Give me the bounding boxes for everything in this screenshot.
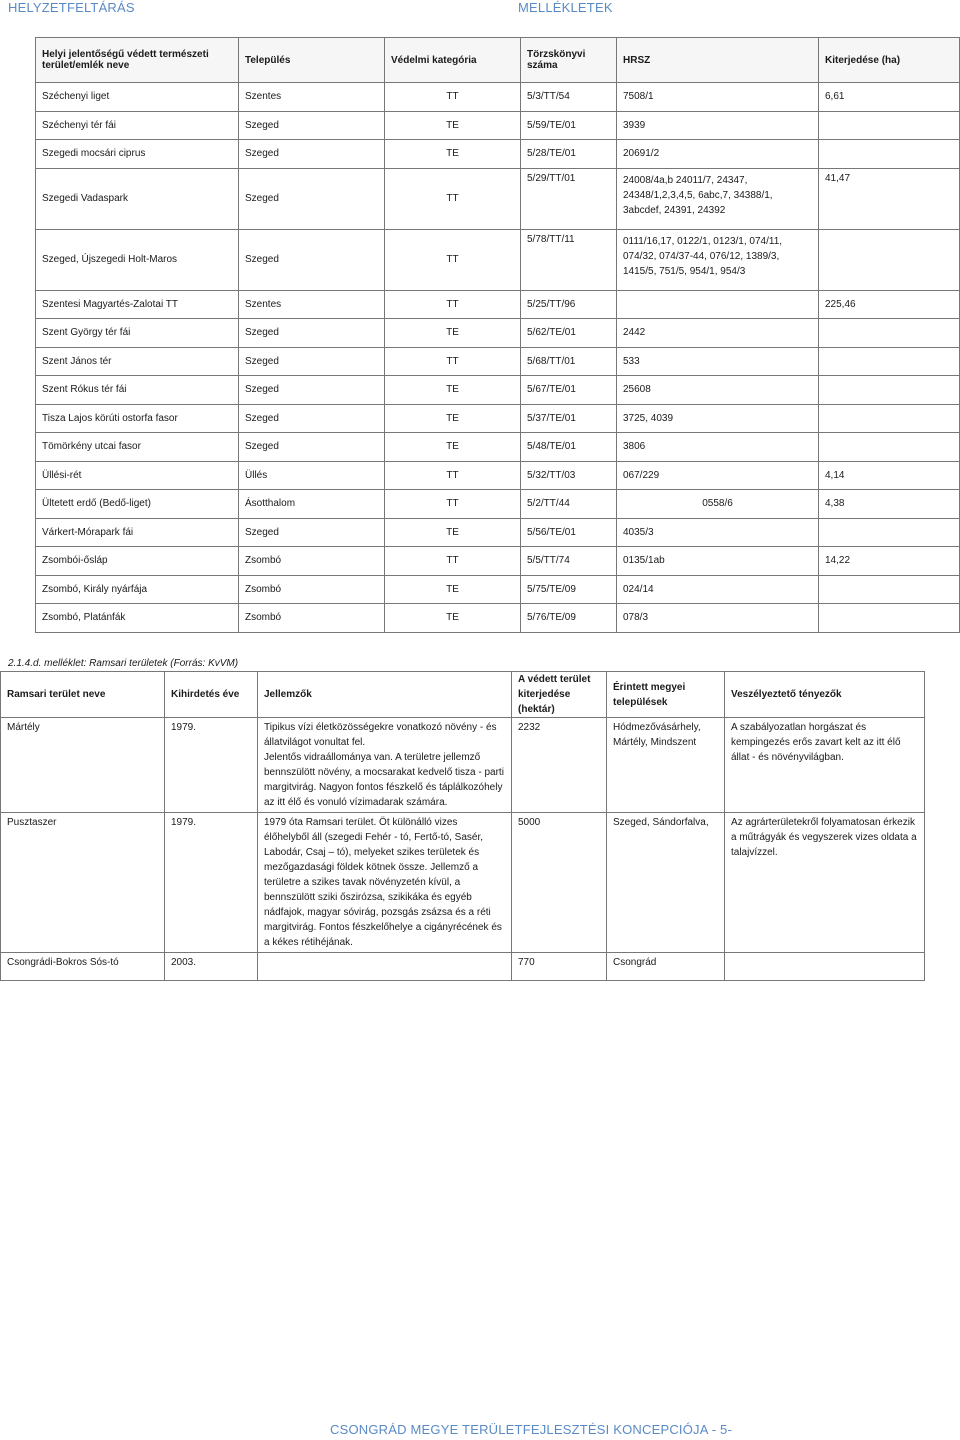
header-appendix-title: MELLÉKLETEK	[518, 0, 613, 15]
cell-registry: 5/48/TE/01	[521, 433, 617, 462]
caption-text: melléklet: Ramsari területek (Forrás: KvVM)	[44, 658, 239, 669]
col-header-registry: Törzskönyvi száma	[521, 38, 617, 83]
cell-category: TT	[385, 290, 521, 319]
cell-ramsar-name: Pusztaszer	[1, 813, 165, 953]
cell-settlement: Szeged	[239, 404, 385, 433]
table-row	[1, 813, 925, 953]
cell-settlement: Szeged	[239, 111, 385, 140]
cell-settlements: Hódmezővásárhely, Mártély, Mindszent	[607, 718, 725, 813]
cell-registry: 5/56/TE/01	[521, 518, 617, 547]
cell-area	[819, 111, 960, 140]
cell-registry: 5/76/TE/09	[521, 604, 617, 633]
cell-hrsz: 7508/1	[617, 83, 819, 112]
cell-hrsz: 20691/2	[617, 140, 819, 169]
table-header-row	[36, 38, 960, 83]
cell-registry: 5/78/TT/11	[521, 229, 617, 290]
table-row	[36, 575, 960, 604]
cell-name: Szentesi Magyartés-Zalotai TT	[36, 290, 239, 319]
cell-threats	[725, 953, 925, 981]
cell-category: TE	[385, 319, 521, 348]
cell-year: 1979.	[165, 718, 258, 813]
cell-year: 1979.	[165, 813, 258, 953]
table-row	[36, 404, 960, 433]
cell-settlements: Szeged, Sándorfalva,	[607, 813, 725, 953]
cell-ramsar-name: Csongrádi-Bokros Sós-tó	[1, 953, 165, 981]
cell-hrsz: 533	[617, 347, 819, 376]
cell-hrsz	[617, 290, 819, 319]
table-row	[1, 953, 925, 981]
table-row	[36, 490, 960, 519]
table-row	[36, 547, 960, 576]
cell-area	[819, 404, 960, 433]
cell-hrsz: 078/3	[617, 604, 819, 633]
cell-hrsz: 3725, 4039	[617, 404, 819, 433]
cell-hrsz: 3939	[617, 111, 819, 140]
cell-registry: 5/5/TT/74	[521, 547, 617, 576]
cell-registry: 5/3/TT/54	[521, 83, 617, 112]
cell-name: Széchenyi liget	[36, 83, 239, 112]
cell-registry: 5/25/TT/96	[521, 290, 617, 319]
cell-settlement: Szeged	[239, 376, 385, 405]
cell-settlement: Üllés	[239, 461, 385, 490]
cell-ramsar-name: Mártély	[1, 718, 165, 813]
cell-registry: 5/62/TE/01	[521, 319, 617, 348]
cell-name: Szent György tér fái	[36, 319, 239, 348]
table-header-row	[1, 672, 925, 718]
cell-name: Tisza Lajos körúti ostorfa fasor	[36, 404, 239, 433]
cell-area	[819, 140, 960, 169]
cell-hrsz: 4035/3	[617, 518, 819, 547]
table-row	[36, 168, 960, 229]
col-header-year: Kihirdetés éve	[165, 672, 258, 718]
cell-category: TT	[385, 168, 521, 229]
cell-registry: 5/75/TE/09	[521, 575, 617, 604]
cell-area: 225,46	[819, 290, 960, 319]
table-caption	[8, 658, 238, 669]
cell-name: Szegedi mocsári ciprus	[36, 140, 239, 169]
col-header-ramsar-name: Ramsari terület neve	[1, 672, 165, 718]
col-header-features: Jellemzők	[258, 672, 512, 718]
col-header-settlements: Érintett megyei települések	[607, 672, 725, 718]
cell-hrsz: 25608	[617, 376, 819, 405]
cell-category: TE	[385, 433, 521, 462]
cell-area	[819, 347, 960, 376]
cell-registry: 5/2/TT/44	[521, 490, 617, 519]
cell-features: 1979 óta Ramsari terület. Öt különálló vizes élőhelyből áll (szegedi Fehér - tó, Fertő-tó, Sasér, Labodár, Csaj – tó), melyeket szikes területek és mezőgazdasági földek kötnek össze. Jellemző a területre a szikes tavak növényzetén kívül, a bennszülött sziki őszirózsa, szikikáka és egyéb nádfajok, magyar sóvirág, pozsgás zsázsa és a réti margitvirág. Fontos fészkelőhelye a cigányrécének és a kékes rétihéjának.	[258, 813, 512, 953]
cell-settlement: Szeged	[239, 140, 385, 169]
cell-area	[819, 376, 960, 405]
cell-hrsz: 0111/16,17, 0122/1, 0123/1, 074/11, 074/32, 074/37-44, 076/12, 1389/3, 1415/5, 751/5, 954/1, 954/3	[617, 229, 819, 290]
cell-name: Zsombó, Király nyárfája	[36, 575, 239, 604]
protected-areas-table	[35, 37, 960, 633]
cell-area-ha: 770	[512, 953, 607, 981]
table-row	[36, 111, 960, 140]
cell-registry: 5/67/TE/01	[521, 376, 617, 405]
cell-category: TE	[385, 575, 521, 604]
cell-registry: 5/29/TT/01	[521, 168, 617, 229]
cell-area: 4,38	[819, 490, 960, 519]
cell-name: Zsombó, Platánfák	[36, 604, 239, 633]
cell-area: 6,61	[819, 83, 960, 112]
cell-name: Zsombói-ősláp	[36, 547, 239, 576]
col-header-area-ha: A védett terület kiterjedése (hektár)	[512, 672, 607, 718]
cell-settlement: Szeged	[239, 518, 385, 547]
cell-settlements: Csongrád	[607, 953, 725, 981]
cell-name: Szegedi Vadaspark	[36, 168, 239, 229]
cell-settlement: Szeged	[239, 433, 385, 462]
cell-category: TT	[385, 347, 521, 376]
table-row	[36, 347, 960, 376]
col-header-area: Kiterjedése (ha)	[819, 38, 960, 83]
cell-features	[258, 953, 512, 981]
cell-category: TE	[385, 604, 521, 633]
cell-area	[819, 575, 960, 604]
cell-settlement: Ásotthalom	[239, 490, 385, 519]
col-header-hrsz: HRSZ	[617, 38, 819, 83]
cell-area	[819, 433, 960, 462]
cell-hrsz: 0135/1ab	[617, 547, 819, 576]
cell-hrsz: 24008/4a,b 24011/7, 24347, 24348/1,2,3,4,5, 6abc,7, 34388/1, 3abcdef, 24391, 24392	[617, 168, 819, 229]
ramsar-sites-table	[0, 671, 925, 981]
cell-name: Üllési-rét	[36, 461, 239, 490]
table-row	[36, 604, 960, 633]
table-row	[36, 433, 960, 462]
cell-hrsz: 2442	[617, 319, 819, 348]
cell-hrsz: 024/14	[617, 575, 819, 604]
col-header-category: Védelmi kategória	[385, 38, 521, 83]
cell-registry: 5/68/TT/01	[521, 347, 617, 376]
cell-area	[819, 229, 960, 290]
header-section-title: HELYZETFELTÁRÁS	[8, 0, 135, 15]
cell-threats: Az agrárterületekről folyamatosan érkezik a műtrágyák és vegyszerek vizes oldata a talajvízzel.	[725, 813, 925, 953]
cell-year: 2003.	[165, 953, 258, 981]
cell-registry: 5/37/TE/01	[521, 404, 617, 433]
cell-area	[819, 319, 960, 348]
cell-settlement: Szeged	[239, 347, 385, 376]
cell-hrsz: 3806	[617, 433, 819, 462]
cell-settlement: Zsombó	[239, 575, 385, 604]
cell-settlement: Zsombó	[239, 604, 385, 633]
cell-category: TT	[385, 83, 521, 112]
table-row	[36, 83, 960, 112]
table-row	[36, 376, 960, 405]
cell-name: Szent János tér	[36, 347, 239, 376]
cell-settlement: Szentes	[239, 83, 385, 112]
cell-category: TE	[385, 404, 521, 433]
cell-area-ha: 5000	[512, 813, 607, 953]
cell-category: TE	[385, 111, 521, 140]
cell-name: Szent Rókus tér fái	[36, 376, 239, 405]
cell-settlement: Szeged	[239, 168, 385, 229]
cell-settlement: Zsombó	[239, 547, 385, 576]
cell-category: TE	[385, 140, 521, 169]
cell-name: Széchenyi tér fái	[36, 111, 239, 140]
cell-area-ha: 2232	[512, 718, 607, 813]
cell-registry: 5/32/TT/03	[521, 461, 617, 490]
table-row	[36, 140, 960, 169]
cell-name: Tömörkény utcai fasor	[36, 433, 239, 462]
cell-name: Ültetett erdő (Bedő-liget)	[36, 490, 239, 519]
cell-category: TE	[385, 376, 521, 405]
cell-area	[819, 518, 960, 547]
table-row	[36, 461, 960, 490]
cell-hrsz: 067/229	[617, 461, 819, 490]
table-row	[36, 290, 960, 319]
cell-registry: 5/28/TE/01	[521, 140, 617, 169]
page-footer: CSONGRÁD MEGYE TERÜLETFEJLESZTÉSI KONCEPCIÓJA - 5-	[330, 1422, 732, 1437]
cell-category: TT	[385, 461, 521, 490]
col-header-name: Helyi jelentőségű védett természeti terület/emlék neve	[36, 38, 239, 83]
table-row	[36, 518, 960, 547]
cell-settlement: Szeged	[239, 319, 385, 348]
cell-area	[819, 604, 960, 633]
caption-number: 2.1.4.d.	[8, 658, 42, 669]
col-header-settlement: Település	[239, 38, 385, 83]
cell-area: 4,14	[819, 461, 960, 490]
cell-name: Szeged, Újszegedi Holt-Maros	[36, 229, 239, 290]
cell-category: TT	[385, 547, 521, 576]
table-row	[36, 319, 960, 348]
col-header-threats: Veszélyeztető tényezők	[725, 672, 925, 718]
cell-category: TT	[385, 229, 521, 290]
cell-features: Tipikus vízi életközösségekre vonatkozó növény - és állatvilágot vonultat fel. Jelentős vidraállománya van. A területre jellemző bennszülött növény, a mocsarakat kedvelő tisza - parti margitvirág. Nagyon fontos fészkelő és táplálkozóhely az itt élő és vonuló vízimadarak számára.	[258, 718, 512, 813]
table-row	[36, 229, 960, 290]
cell-area: 41,47	[819, 168, 960, 229]
cell-category: TT	[385, 490, 521, 519]
cell-threats: A szabályozatlan horgászat és kempingezés erős zavart kelt az itt élő állat - és növényvilágban.	[725, 718, 925, 813]
cell-settlement: Szentes	[239, 290, 385, 319]
cell-hrsz: 0558/6	[617, 490, 819, 519]
cell-category: TE	[385, 518, 521, 547]
cell-settlement: Szeged	[239, 229, 385, 290]
table-row	[1, 718, 925, 813]
cell-area: 14,22	[819, 547, 960, 576]
cell-name: Várkert-Mórapark fái	[36, 518, 239, 547]
cell-registry: 5/59/TE/01	[521, 111, 617, 140]
